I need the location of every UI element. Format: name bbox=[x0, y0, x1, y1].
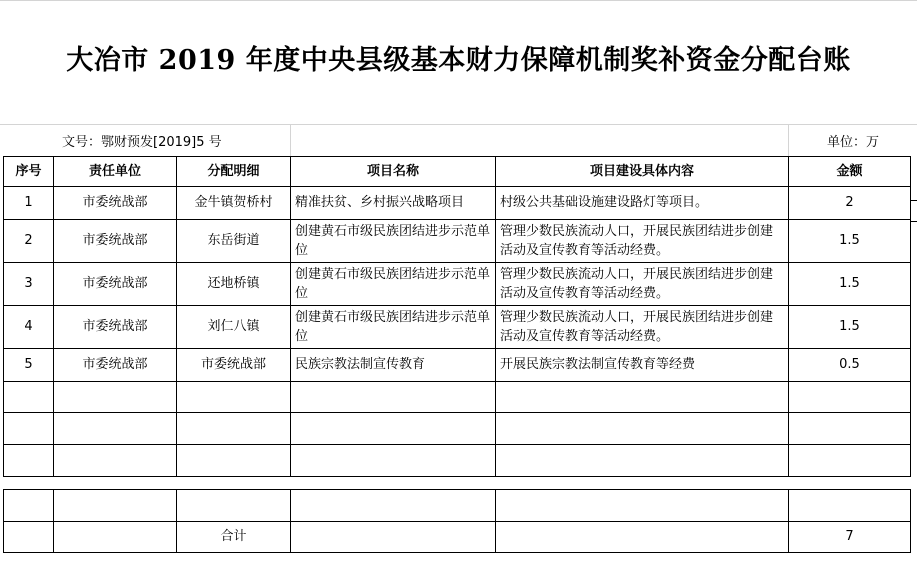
header-project: 项目名称 bbox=[291, 157, 496, 187]
table-row-empty bbox=[4, 382, 911, 413]
cell-project[interactable]: 精准扶贫、乡村振兴战略项目 bbox=[291, 187, 496, 220]
empty-cell[interactable] bbox=[789, 413, 911, 445]
cell-seq[interactable]: 1 bbox=[4, 187, 54, 220]
document-number: 文号：鄂财预发[2019]5 号 bbox=[62, 135, 222, 150]
header-amount: 金额 bbox=[789, 157, 911, 187]
gridline bbox=[0, 0, 917, 1]
header-content: 项目建设具体内容 bbox=[496, 157, 789, 187]
cell-detail[interactable]: 金牛镇贺桥村 bbox=[177, 187, 291, 220]
cell-content[interactable]: 开展民族宗教法制宣传教育等经费 bbox=[496, 349, 789, 382]
empty-cell[interactable] bbox=[496, 382, 789, 413]
cell-unit[interactable]: 市委统战部 bbox=[54, 306, 177, 349]
cell-detail[interactable]: 还地桥镇 bbox=[177, 263, 291, 306]
cell-project[interactable]: 创建黄石市级民族团结进步示范单位 bbox=[291, 220, 496, 263]
header-seq: 序号 bbox=[4, 157, 54, 187]
gridline bbox=[290, 124, 291, 156]
cell-seq[interactable]: 2 bbox=[4, 220, 54, 263]
cell-project[interactable]: 创建黄石市级民族团结进步示范单位 bbox=[291, 263, 496, 306]
table-row-empty bbox=[4, 490, 911, 522]
empty-cell[interactable] bbox=[177, 445, 291, 477]
table-row bbox=[4, 220, 911, 263]
cell-seq[interactable]: 3 bbox=[4, 263, 54, 306]
empty-cell[interactable] bbox=[789, 445, 911, 477]
cell-content[interactable]: 村级公共基础设施建设路灯等项目。 bbox=[496, 187, 789, 220]
total-row bbox=[4, 522, 911, 553]
empty-cell[interactable] bbox=[496, 490, 789, 522]
cell-content[interactable]: 管理少数民族流动人口，开展民族团结进步创建活动及宣传教育等活动经费。 bbox=[496, 306, 789, 349]
table-row-empty bbox=[4, 445, 911, 477]
table-row bbox=[4, 263, 911, 306]
empty-cell[interactable] bbox=[54, 382, 177, 413]
unit-label: 单位：万 bbox=[826, 135, 879, 150]
empty-cell[interactable] bbox=[177, 490, 291, 522]
empty-cell[interactable] bbox=[291, 522, 496, 553]
empty-cell[interactable] bbox=[54, 490, 177, 522]
summary-table bbox=[3, 489, 911, 553]
empty-cell[interactable] bbox=[4, 445, 54, 477]
empty-cell[interactable] bbox=[54, 413, 177, 445]
empty-cell[interactable] bbox=[291, 490, 496, 522]
edge-mark bbox=[911, 221, 917, 222]
empty-cell[interactable] bbox=[496, 413, 789, 445]
empty-cell[interactable] bbox=[789, 490, 911, 522]
cell-unit[interactable]: 市委统战部 bbox=[54, 263, 177, 306]
gridline bbox=[788, 124, 789, 156]
total-amount[interactable]: 7 bbox=[789, 522, 911, 553]
table-row bbox=[4, 306, 911, 349]
cell-amount[interactable]: 1.5 bbox=[789, 263, 911, 306]
total-label[interactable]: 合计 bbox=[177, 522, 291, 553]
cell-content[interactable]: 管理少数民族流动人口，开展民族团结进步创建活动及宣传教育等活动经费。 bbox=[496, 220, 789, 263]
page-title: 大冶市 2019 年度中央县级基本财力保障机制奖补资金分配台账 bbox=[66, 45, 851, 76]
allocation-table bbox=[3, 156, 911, 477]
cell-amount[interactable]: 0.5 bbox=[789, 349, 911, 382]
empty-cell[interactable] bbox=[4, 522, 54, 553]
cell-seq[interactable]: 5 bbox=[4, 349, 54, 382]
empty-cell[interactable] bbox=[54, 445, 177, 477]
cell-unit[interactable]: 市委统战部 bbox=[54, 187, 177, 220]
edge-mark bbox=[911, 200, 917, 201]
table-row-empty bbox=[4, 413, 911, 445]
cell-detail[interactable]: 市委统战部 bbox=[177, 349, 291, 382]
cell-unit[interactable]: 市委统战部 bbox=[54, 349, 177, 382]
header-detail: 分配明细 bbox=[177, 157, 291, 187]
empty-cell[interactable] bbox=[177, 382, 291, 413]
gridline bbox=[0, 124, 917, 125]
empty-cell[interactable] bbox=[789, 382, 911, 413]
table-row bbox=[4, 349, 911, 382]
cell-detail[interactable]: 东岳街道 bbox=[177, 220, 291, 263]
table-row bbox=[4, 187, 911, 220]
header-unit: 责任单位 bbox=[54, 157, 177, 187]
cell-amount[interactable]: 1.5 bbox=[789, 306, 911, 349]
empty-cell[interactable] bbox=[54, 522, 177, 553]
cell-amount[interactable]: 1.5 bbox=[789, 220, 911, 263]
cell-unit[interactable]: 市委统战部 bbox=[54, 220, 177, 263]
table-header-row bbox=[4, 157, 911, 187]
cell-seq[interactable]: 4 bbox=[4, 306, 54, 349]
cell-content[interactable]: 管理少数民族流动人口，开展民族团结进步创建活动及宣传教育等活动经费。 bbox=[496, 263, 789, 306]
cell-detail[interactable]: 刘仁八镇 bbox=[177, 306, 291, 349]
empty-cell[interactable] bbox=[4, 382, 54, 413]
empty-cell[interactable] bbox=[4, 490, 54, 522]
empty-cell[interactable] bbox=[177, 413, 291, 445]
empty-cell[interactable] bbox=[496, 522, 789, 553]
empty-cell[interactable] bbox=[291, 445, 496, 477]
cell-project[interactable]: 民族宗教法制宣传教育 bbox=[291, 349, 496, 382]
empty-cell[interactable] bbox=[496, 445, 789, 477]
empty-cell[interactable] bbox=[291, 413, 496, 445]
empty-cell[interactable] bbox=[291, 382, 496, 413]
cell-project[interactable]: 创建黄石市级民族团结进步示范单位 bbox=[291, 306, 496, 349]
cell-amount[interactable]: 2 bbox=[789, 187, 911, 220]
empty-cell[interactable] bbox=[4, 413, 54, 445]
